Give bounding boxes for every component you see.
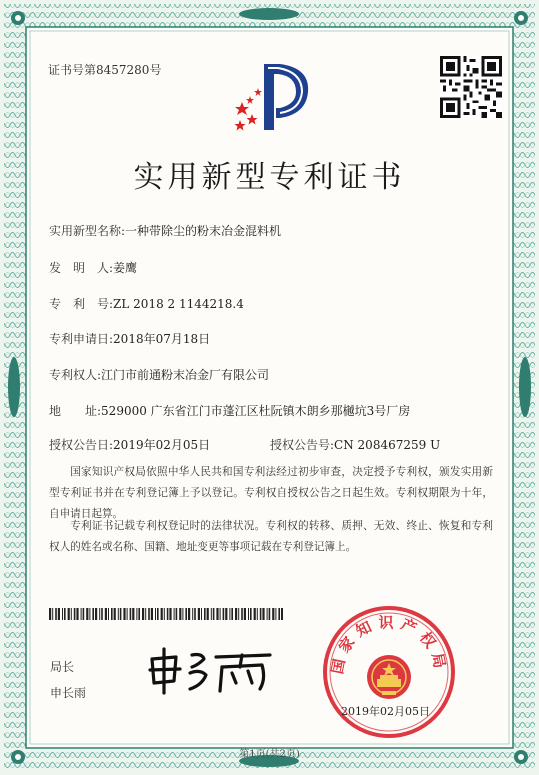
name-row bbox=[49, 222, 281, 239]
body-paragraph-1: 国家知识产权局依照中华人民共和国专利法经过初步审查，决定授予专利权，颁发实用新型专利证书并在专利登记簿上予以登记。专利权自授权公告之日起生效。专利权期限为十年，自申请日起算。 bbox=[49, 466, 493, 520]
grant-date-value: 2019年02月05日 bbox=[113, 438, 211, 452]
patentee-label: 专利权人: bbox=[49, 368, 102, 382]
certificate-title: 实用新型专利证书 bbox=[133, 160, 406, 195]
filing-date-row bbox=[49, 330, 210, 347]
filing-date-value: 2018年07月18日 bbox=[113, 332, 211, 346]
patent-number-label: 专 利 号: bbox=[49, 297, 114, 311]
address-row bbox=[49, 402, 410, 419]
patent-number-value: ZL 2018 2 1144218.4 bbox=[113, 297, 244, 311]
patentee-row bbox=[49, 366, 269, 383]
director-name: 申长雨 bbox=[50, 686, 87, 700]
qr-code-icon bbox=[440, 56, 502, 118]
seal-text: 国家知识产权局 bbox=[328, 613, 450, 676]
director-title: 局长 bbox=[50, 660, 75, 674]
body-paragraph-2: 专利证书记载专利权登记时的法律状况。专利权的转移、质押、无效、终止、恢复和专利权人的姓名或名称、国籍、地址变更等事项记载在专利登记簿上。 bbox=[49, 520, 493, 553]
address-label: 地 址: bbox=[49, 404, 102, 418]
inventor-value: 姜鹰 bbox=[113, 261, 138, 275]
patent-office-logo-icon bbox=[228, 58, 316, 134]
page-number: 第1页(共2页) bbox=[239, 749, 300, 760]
grant-number-value: CN 208467259 U bbox=[334, 438, 441, 452]
seal-date: 2019年02月05日 bbox=[341, 705, 430, 718]
inventor-row bbox=[49, 259, 137, 276]
inventor-label: 发 明 人: bbox=[49, 261, 114, 275]
grant-date-label: 授权公告日: bbox=[49, 438, 114, 452]
patent-number-row bbox=[49, 295, 244, 312]
name-label: 实用新型名称: bbox=[49, 224, 126, 238]
name-value: 一种带除尘的粉末冶金混料机 bbox=[125, 224, 282, 238]
grant-number-row bbox=[270, 436, 440, 453]
filing-date-label: 专利申请日: bbox=[49, 332, 114, 346]
patentee-value: 江门市前通粉末冶金厂有限公司 bbox=[101, 368, 270, 382]
grant-number-label: 授权公告号: bbox=[270, 438, 335, 452]
certificate-number: 证书号第8457280号 bbox=[48, 63, 162, 77]
director-signature bbox=[146, 645, 276, 695]
address-value: 529000 广东省江门市蓬江区杜阮镇木朗乡那樾坑3号厂房 bbox=[101, 404, 411, 418]
barcode-icon bbox=[49, 608, 283, 620]
grant-date-row bbox=[49, 436, 210, 453]
